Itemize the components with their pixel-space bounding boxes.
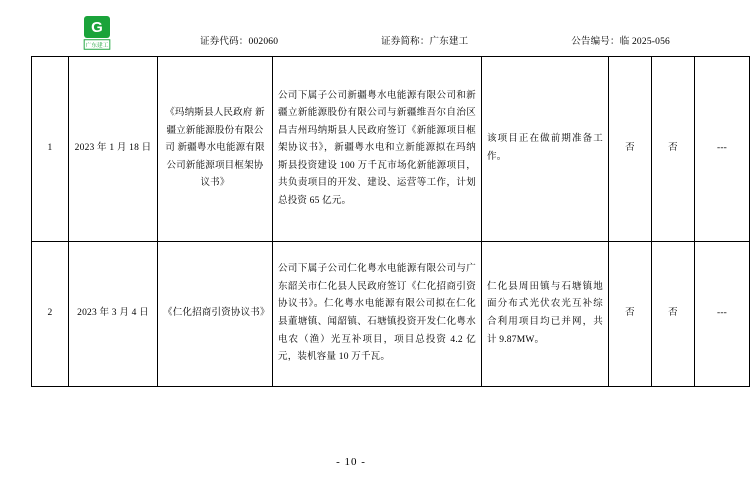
row-content: 公司下属子公司仁化粤水电能源有限公司与广东韶关市仁化县人民政府签订《仁化招商引资协议书》。仁化粤水电能源有限公司拟在仁化县董塘镇、闻韶镇、石塘镇投资开发仁化粤水电农（渔）光互补项目，项目总投资 4.2 亿元，装机容量 10 万千瓦。 (273, 242, 482, 387)
row-progress: 该项目正在做前期准备工作。 (482, 57, 609, 242)
header-fields (200, 33, 670, 47)
row-agreement-name: 《玛纳斯县人民政府 新疆立新能源股份有限公司 新疆粤水电能源有限公司新能源项目框架协议书》 (158, 57, 273, 242)
row-index: 2 (32, 242, 69, 387)
row-content: 公司下属子公司新疆粤水电能源有限公司和新疆立新能源股份有限公司与新疆维吾尔自治区昌吉州玛纳斯县人民政府签订《新能源项目框架协议书》，新疆粤水电和立新能源拟在玛纳斯县投资建设 100 万千瓦市场化新能源项目，共负责项目的开发、建设、运营等工作，计划总投资 65 亿元。 (273, 57, 482, 242)
logo-mark-icon (84, 16, 110, 38)
stock-code: 证券代码：002060 (200, 37, 279, 47)
company-logo (76, 16, 118, 50)
row-flag-3: --- (695, 242, 750, 387)
row-date: 2023 年 3 月 4 日 (69, 242, 158, 387)
logo-text: 广东建工 (84, 39, 111, 49)
row-flag-2: 否 (652, 242, 695, 387)
announcement-number: 公告编号：临 2025-056 (571, 37, 670, 47)
row-date: 2023 年 1 月 18 日 (69, 57, 158, 242)
stock-name: 证券简称：广东建工 (381, 37, 469, 47)
table-row (32, 57, 750, 242)
row-flag-3: --- (695, 57, 750, 242)
row-flag-1: 否 (609, 57, 652, 242)
table-row (32, 242, 750, 387)
page-number: - 10 - (336, 456, 366, 468)
row-flag-1: 否 (609, 242, 652, 387)
row-progress: 仁化县周田镇与石塘镇地面分布式光伏农光互补综合利用项目均已并网，共计 9.87MW。 (482, 242, 609, 387)
page-header (0, 0, 702, 49)
row-agreement-name: 《仁化招商引资协议书》 (158, 242, 273, 387)
row-index: 1 (32, 57, 69, 242)
row-flag-2: 否 (652, 57, 695, 242)
agreements-table (31, 56, 750, 387)
